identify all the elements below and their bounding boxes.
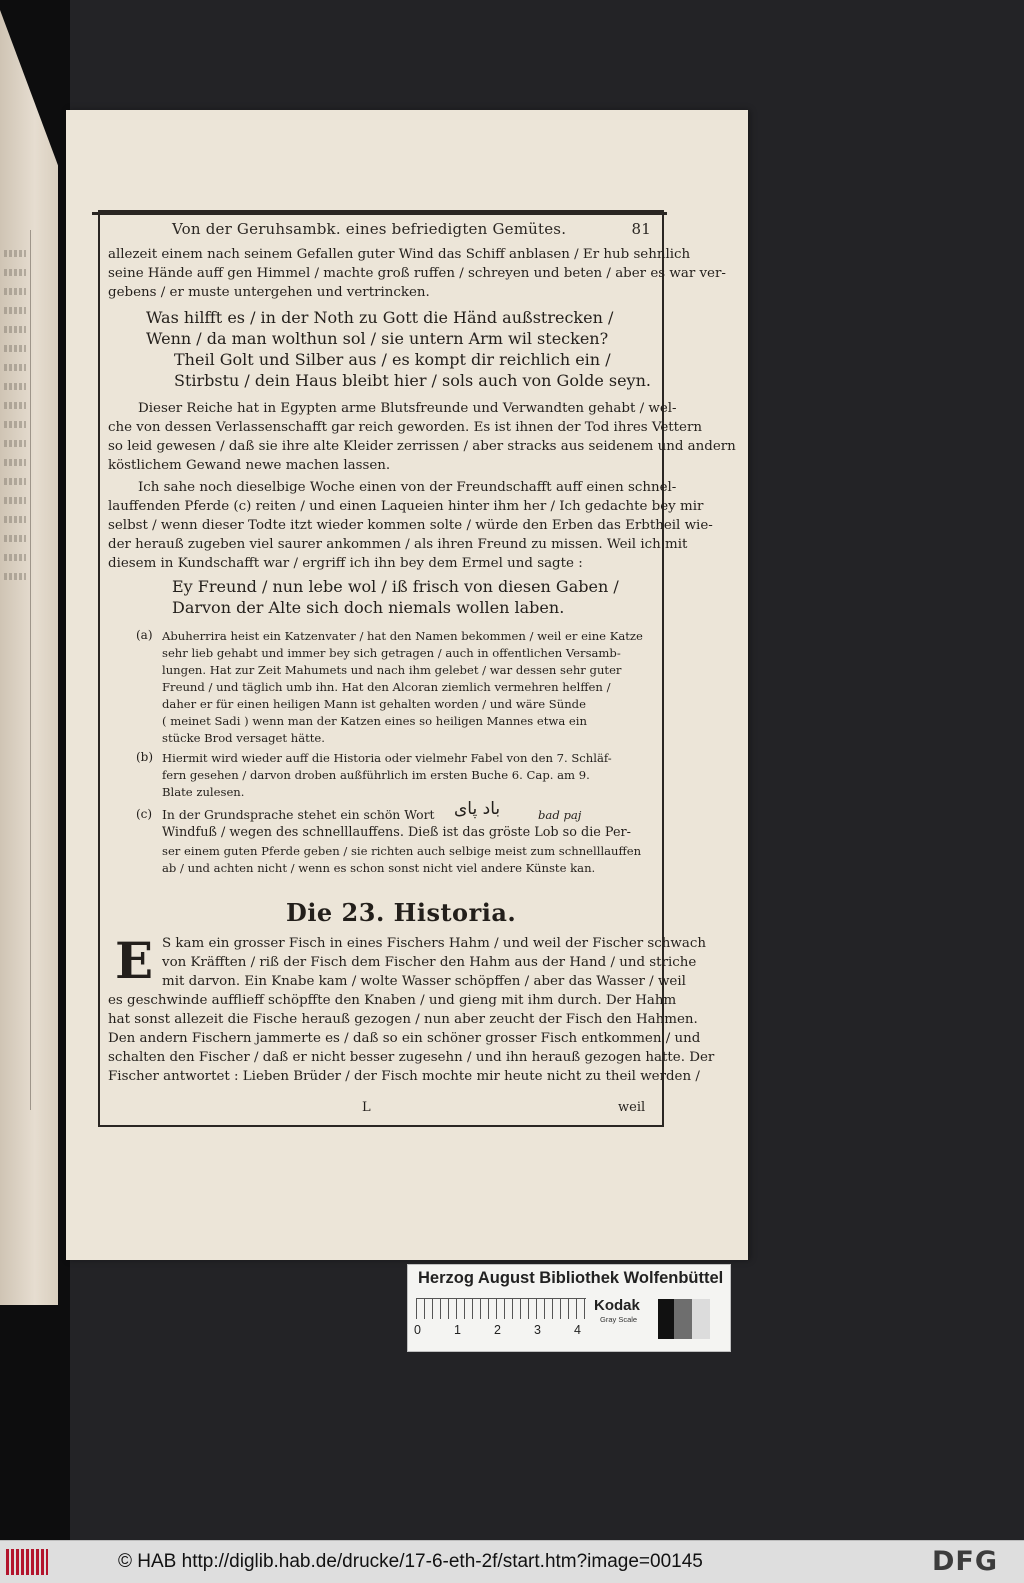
gray-swatch-light (692, 1299, 710, 1339)
body-line: allezeit einem nach seinem Gefallen guter Wind das Schiff anblasen / Er hub sehnlich (108, 247, 691, 262)
footer-bar (0, 1540, 1024, 1583)
note-line: stücke Brod versaget hätte. (162, 731, 325, 745)
library-name: Herzog August Bibliothek Wolfenbüttel (418, 1269, 724, 1287)
note-line: Windfuß / wegen des schnelllauffens. Dieß ist das gröste Lob so die Per- (162, 825, 631, 840)
note-line: sehr lieb gehabt und immer bey sich getragen / auch in offentlichen Versamb- (162, 646, 621, 660)
drop-cap: E (114, 931, 154, 990)
ruler-number: 2 (494, 1323, 501, 1337)
body-line: es geschwinde aufflieff schöpffte den Knaben / und gieng mit ihm durch. Der Hahm (108, 993, 677, 1008)
note-line: lungen. Hat zur Zeit Mahumets und nach ihm gelebet / war dessen sehr guter (162, 663, 622, 677)
note-mark: (b) (136, 750, 154, 764)
arabic-word: باد پای (454, 799, 501, 819)
verse-line: Darvon der Alte sich doch niemals wollen laben. (172, 598, 565, 617)
body-line: lauffenden Pferde (c) reiten / und einen Laqueien hinter ihm her / Ich gedachte bey mir (108, 499, 704, 514)
note-line: Abuherrira heist ein Katzenvater / hat den Namen bekommen / weil er eine Katze (162, 629, 643, 643)
body-line: Ich sahe noch dieselbige Woche einen von der Freundschafft auff einen schnel- (138, 480, 677, 495)
ruler-scale (416, 1298, 586, 1319)
book-page (66, 110, 748, 1260)
note-mark: (c) (136, 807, 153, 821)
note-line: ser einem guten Pferde geben / sie richten auch selbige meist zum schnelllauffen (162, 844, 642, 858)
section-heading: Die 23. Historia. (286, 898, 517, 927)
dfg-logo: DFG (932, 1546, 999, 1577)
body-line: selbst / wenn dieser Todte itzt wieder kommen solte / würde den Erben das Erbtheil wie- (108, 518, 713, 533)
body-line: schalten den Fischer / daß er nicht besser zugesehn / und ihn herauß gezogen hatte. Der (108, 1050, 715, 1065)
facing-page-text (4, 250, 26, 592)
body-line: so leid gewesen / daß sie ihre alte Kleider zerrissen / aber stracks aus seidenem und andern (108, 439, 736, 454)
body-line: diesem in Kundschafft war / ergriff ich ihn bey dem Ermel und sagte : (108, 556, 583, 571)
verse-line: Theil Golt und Silber aus / es kompt dir reichlich ein / (174, 350, 611, 369)
note-line: daher er für einen heiligen Mann ist gehalten worden / und wäre Sünde (162, 697, 586, 711)
kodak-logo: Kodak (594, 1297, 640, 1314)
body-line: mit darvon. Ein Knabe kam / wolte Wasser schöpffen / aber das Wasser / weil (162, 974, 686, 989)
gray-swatch-mid (674, 1299, 692, 1339)
citation-link[interactable]: © HAB http://diglib.hab.de/drucke/17-6-eth-2f/start.htm?image=00145 (118, 1551, 703, 1572)
note-line: ab / und achten nicht / wenn es schon sonst nicht viel andere Künste kan. (162, 861, 596, 875)
verse-line: Wenn / da man wolthun sol / sie untern Arm wil stecken? (146, 329, 609, 348)
note-line: Blate zulesen. (162, 785, 245, 799)
body-line: S kam ein grosser Fisch in eines Fischers Hahm / und weil der Fischer schwach (162, 936, 706, 951)
gray-swatch-black (658, 1299, 674, 1339)
ruler-number: 1 (454, 1323, 461, 1337)
body-line: köstlichem Gewand newe machen lassen. (108, 458, 391, 473)
body-line: der herauß zugeben viel saurer ankommen / als ihren Freund zu missen. Weil ich mit (108, 537, 688, 552)
signature-mark: L (362, 1100, 371, 1115)
body-line: Fischer antwortet : Lieben Brüder / der Fisch mochte mir heute nicht zu theil werden / (108, 1069, 700, 1084)
note-line: Freund / und täglich umb ihn. Hat den Alcoran ziemlich vermehren helffen / (162, 680, 611, 694)
note-line: In der Grundsprache stehet ein schön Wort (162, 807, 435, 822)
body-line: Dieser Reiche hat in Egypten arme Blutsfreunde und Verwandten gehabt / wel- (138, 401, 677, 416)
catchword: weil (618, 1100, 646, 1115)
body-line: Den andern Fischern jammerte es / daß so ein schöner grosser Fisch entkommen / und (108, 1031, 701, 1046)
note-line: fern gesehen / darvon droben außführlich im ersten Buche 6. Cap. am 9. (162, 768, 590, 782)
body-line: von Kräfften / riß der Fisch dem Fischer den Hahm aus der Hand / und striche (162, 955, 697, 970)
ruler-number: 4 (574, 1323, 581, 1337)
page-number: 81 (631, 220, 651, 238)
ruler-number: 3 (534, 1323, 541, 1337)
facing-page-edge (0, 10, 58, 1305)
note-mark: (a) (136, 628, 153, 642)
verse-line: Was hilfft es / in der Noth zu Gott die Händ außstrecken / (146, 308, 614, 327)
body-line: che von dessen Verlassenschafft gar reich geworden. Es ist ihnen der Tod ihres Vettern (108, 420, 702, 435)
facing-page-rule (30, 230, 31, 1110)
running-head-title: Von der Geruhsambk. eines befriedigten Gemütes. (172, 220, 567, 238)
ruler-number: 0 (414, 1323, 421, 1337)
body-line: hat sonst allezeit die Fische herauß gezogen / nun aber zeucht der Fisch den Hahmen. (108, 1012, 698, 1027)
body-line: gebens / er muste untergehen und vertrincken. (108, 285, 430, 300)
transliteration: bad paj (538, 808, 582, 822)
gray-scale-label: Gray Scale (600, 1315, 638, 1324)
note-line: Hiermit wird wieder auff die Historia oder vielmehr Fabel von den 7. Schläf- (162, 751, 612, 765)
verse-line: Ey Freund / nun lebe wol / iß frisch von diesen Gaben / (172, 577, 619, 596)
note-line: ( meinet Sadi ) wenn man der Katzen eines so heiligen Mannes etwa ein (162, 714, 587, 728)
verse-line: Stirbstu / dein Haus bleibt hier / sols auch von Golde seyn. (174, 371, 651, 390)
color-reference-bar (407, 1264, 731, 1352)
barcode-logo-icon (6, 1549, 48, 1575)
body-line: seine Hände auff gen Himmel / machte groß ruffen / schreyen und beten / aber es war ver- (108, 266, 726, 281)
